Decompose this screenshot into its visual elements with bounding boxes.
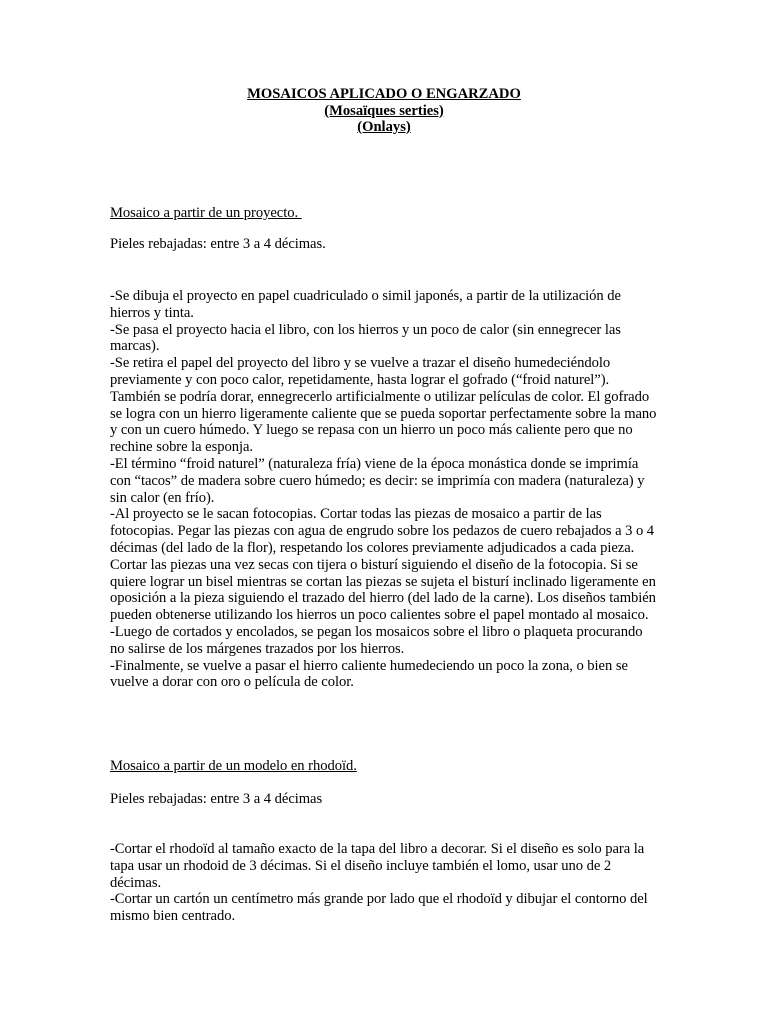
section1-body [110, 288, 660, 691]
paragraph: -Al proyecto se le sacan fotocopias. Cortar todas las piezas de mosaico a partir de las fotocopias. Pegar las piezas con agua de engrudo sobre los pedazos de cuero rebajados a 3 o 4 décimas (del lado de la flor), respetando los colores previamente adjudicados a cada pieza. Cortar las piezas una vez secas con tijera o bisturí siguiendo el diseño de la fotocopia. Si se quiere lograr un bisel mientras se cortan las piezas se sujeta el bisturí inclinado ligeramente en oposición a la pieza siguiendo el trazado del hierro (del lado de la carne). Los diseños también pueden obtenerse utilizando los hierros un poco calientes sobre el papel montado al mosaico. [110, 506, 656, 624]
paragraph: -Se retira el papel del proyecto del libro y se vuelve a trazar el diseño humedeciéndolo previamente y con poco calor, repetidamente, hasta lograr el gofrado (“froid naturel”). También se podría dorar, ennegrecerlo artificialmente o utilizar películas de color. El gofrado se logra con un hierro ligeramente caliente que se pueda soportar perfectamente sobre la mano y con un cuero húmedo. Y luego se repasa con un hierro un poco más caliente pero que no rechine sobre la esponja. [110, 355, 657, 456]
section2-body [110, 841, 660, 925]
paragraph: -Se pasa el proyecto hacia el libro, con los hierros y un poco de calor (sin ennegrecer las marcas). [110, 321, 621, 355]
paragraph: -El término “froid naturel” (naturaleza fría) viene de la época monástica donde se imprimía con “tacos” de madera sobre cuero húmedo; es decir: se imprimía con madera (naturaleza) y sin calor (en frío). [110, 455, 645, 506]
paragraph: -Luego de cortados y encolados, se pegan los mosaicos sobre el libro o plaqueta procurando no salirse de los márgenes trazados por los hierros. [110, 623, 643, 657]
paragraph: -Se dibuja el proyecto en papel cuadriculado o simil japonés, a partir de la utilización de hierros y tinta. [110, 288, 621, 321]
section1-heading: Mosaico a partir de un proyecto. [110, 205, 302, 221]
section2-pieles: Pieles rebajadas: entre 3 a 4 décimas [110, 791, 323, 807]
document-title: MOSAICOS APLICADO O ENGARZADO [247, 86, 521, 102]
section1-pieles: Pieles rebajadas: entre 3 a 4 décimas. [110, 236, 326, 252]
paragraph: -Finalmente, se vuelve a pasar el hierro caliente humedeciendo un poco la zona, o bien se vuelve a dorar con oro o película de color. [110, 657, 628, 691]
section2-heading: Mosaico a partir de un modelo en rhodoïd. [110, 758, 357, 774]
paragraph: -Cortar el rhodoïd al tamaño exacto de la tapa del libro a decorar. Si el diseño es solo para la tapa usar un rhodoid de 3 décimas. Si el diseño incluye también el lomo, usar uno de 2 décimas. [110, 841, 645, 891]
title-block [0, 86, 768, 136]
document-subtitle-english: (Onlays) [357, 119, 411, 135]
document-subtitle-french: (Mosaïques serties) [324, 102, 444, 119]
paragraph: -Cortar un cartón un centímetro más grande por lado que el rhodoïd y dibujar el contorno del mismo bien centrado. [110, 891, 648, 925]
